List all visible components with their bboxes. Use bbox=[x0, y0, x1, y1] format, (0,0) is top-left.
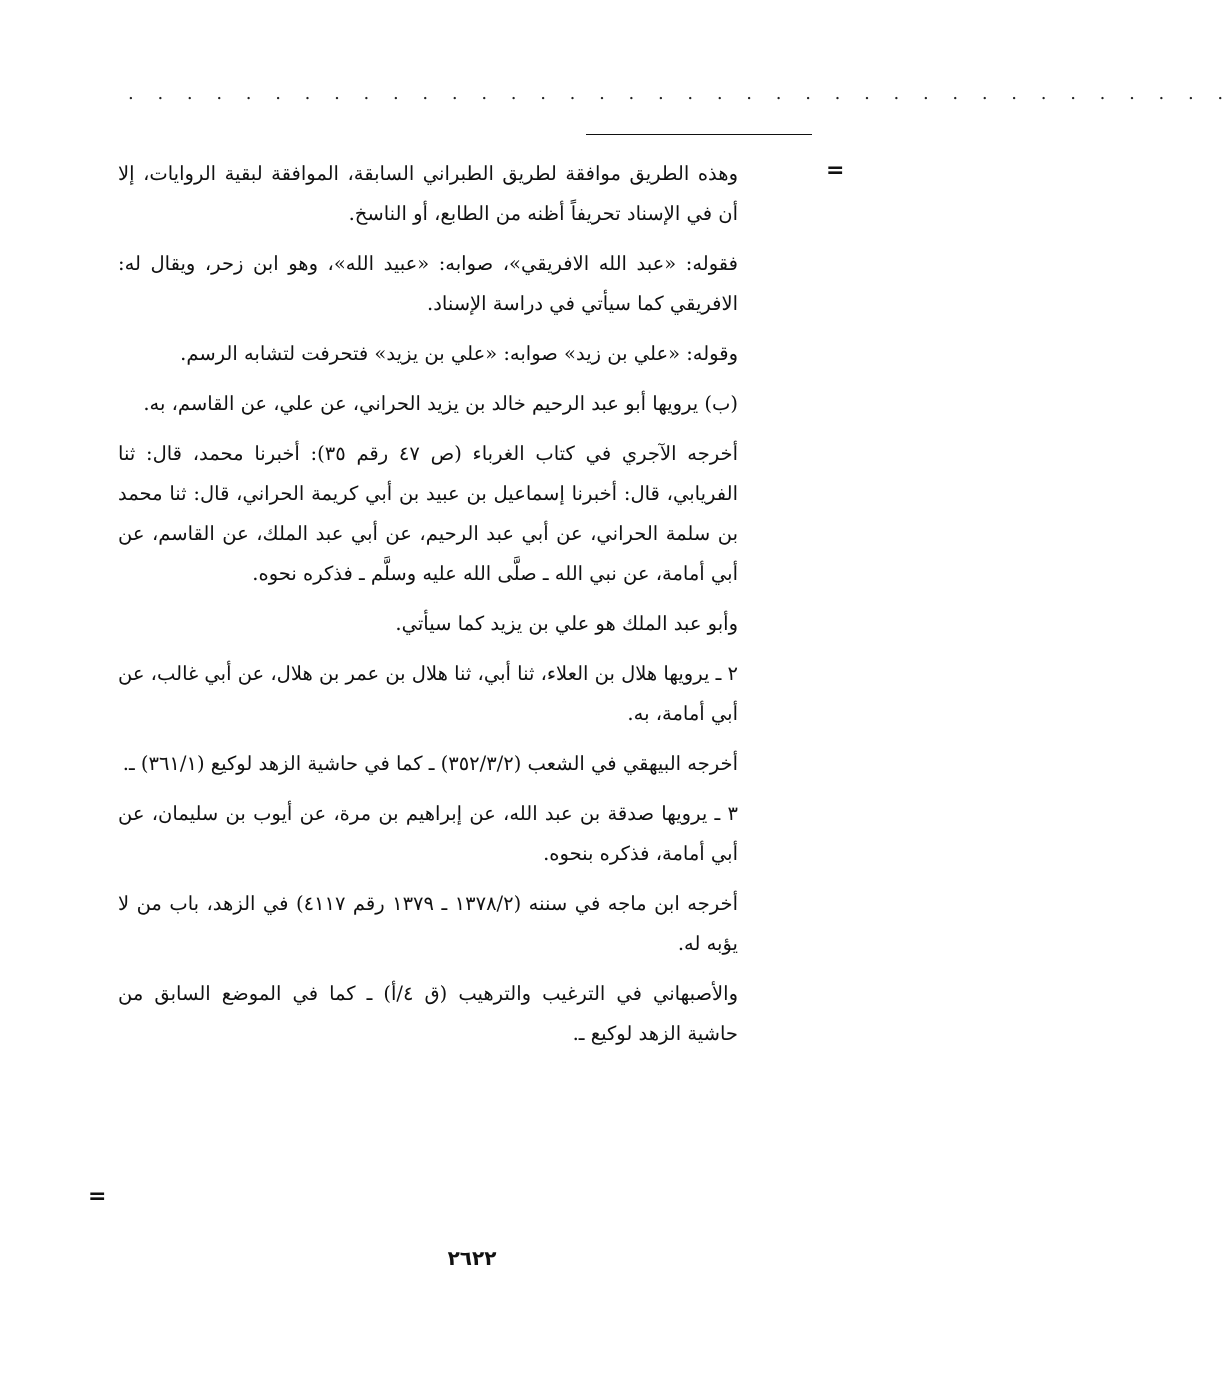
paragraph: أخرجه ابن ماجه في سننه (١٣٧٨/٢ ـ ١٣٧٩ رقم ٤١١٧) في الزهد، باب من لا يؤبه له. bbox=[118, 892, 738, 955]
paragraph: ٢ ـ يرويها هلال بن العلاء، ثنا أبي، ثنا هلال بن عمر بن هلال، عن أبي غالب، عن أبي أمامة، به. bbox=[118, 662, 738, 725]
paragraph: أخرجه البيهقي في الشعب (٣٥٢/٣/٢) ـ كما في حاشية الزهد لوكيع (٣٦١/١) ـ. bbox=[122, 752, 738, 775]
header-dotted-line: . . . . . . . . . . . . . . . . . . . . . . . . . . . . . . . . . . . . . . bbox=[128, 83, 1232, 104]
footnote-body bbox=[118, 154, 738, 1064]
paragraph: (ب) يرويها أبو عبد الرحيم خالد بن يزيد الحراني، عن علي، عن القاسم، به. bbox=[143, 392, 738, 415]
paragraph: فقوله: «عبد الله الافريقي»، صوابه: «عبيد الله»، وهو ابن زحر، ويقال له: الافريقي كما سيأتي في دراسة الإسناد. bbox=[118, 252, 738, 315]
paragraph: ٣ ـ يرويها صدقة بن عبد الله، عن إبراهيم بن مرة، عن أيوب بن سليمان، عن أبي أمامة، فذكره بنحوه. bbox=[118, 802, 738, 865]
continuation-mark-top: = bbox=[826, 158, 845, 183]
continuation-mark-bottom: = bbox=[88, 1184, 107, 1209]
paragraph: والأصبهاني في الترغيب والترهيب (ق ٤/أ) ـ كما في الموضع السابق من حاشية الزهد لوكيع ـ. bbox=[118, 982, 739, 1045]
paragraph: وأبو عبد الملك هو علي بن يزيد كما سيأتي. bbox=[395, 612, 738, 635]
paragraph: وقوله: «علي بن زيد» صوابه: «علي بن يزيد» فتحرفت لتشابه الرسم. bbox=[180, 342, 738, 365]
paragraph: أخرجه الآجري في كتاب الغرباء (ص ٤٧ رقم ٣٥): أخبرنا محمد، قال: ثنا الفريابي، قال: أخبرنا إسماعيل بن عبيد بن أبي كريمة الحراني، قال: ثنا محمد بن سلمة الحراني، عن أبي عبد الرحيم، عن أبي عبد الملك، عن القاسم، عن أبي أمامة، عن نبي الله ـ صلَّى الله عليه وسلَّم ـ فذكره نحوه. bbox=[118, 442, 738, 585]
footnote-separator-rule bbox=[586, 134, 812, 135]
page-number: ٢٦٢٢ bbox=[447, 1246, 497, 1270]
paragraph: وهذه الطريق موافقة لطريق الطبراني السابقة، الموافقة لبقية الروايات، إلا أن في الإسناد تحريفاً أظنه من الطابع، أو الناسخ. bbox=[118, 162, 738, 225]
